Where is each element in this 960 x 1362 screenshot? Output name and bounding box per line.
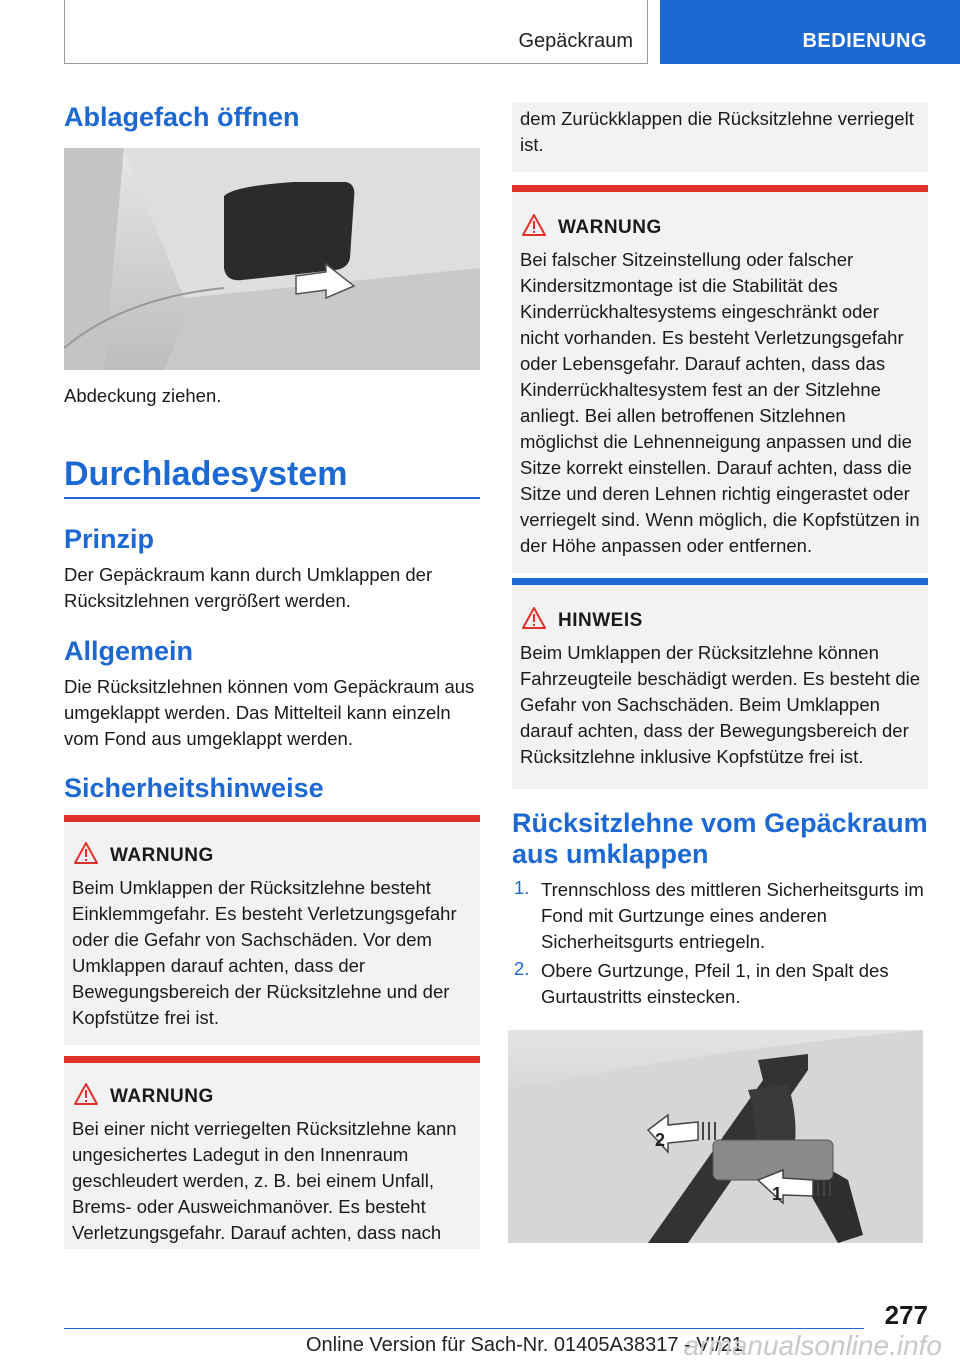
step-number: 1. xyxy=(514,877,530,898)
warning-text: Bei einer nicht verriegelten Rücksitzlehne kann ungesichertes Ladegut in den Innenraum geschleudert werden, z. B. bei einem Unfall, Brems- oder Ausweichmanöver. Es besteht Verletzungsgefahr. Darauf achten, dass nach xyxy=(72,1118,457,1243)
hint-box xyxy=(512,578,928,789)
step-text: Trennschloss des mittleren Sicherheitsgurts im Fond mit Gurtzunge eines anderen Sicherheitsgurts entriegeln. xyxy=(541,879,924,952)
warning-title: WARNUNG xyxy=(110,1086,214,1107)
warning-continuation-box xyxy=(512,102,928,172)
warning-box xyxy=(64,815,480,1045)
prinzip-text: Der Gepäckraum kann durch Umklappen der Rücksitzlehnen vergrößert werden. xyxy=(64,564,433,611)
hint-title: HINWEIS xyxy=(558,610,643,631)
allgemein-text: Die Rücksitzlehnen können vom Gepäckraum aus umgeklappt werden. Das Mittelteil kann einzeln vom Fond aus umgeklappt werden. xyxy=(64,676,475,749)
warning-triangle-icon xyxy=(522,214,546,236)
step-number: 2. xyxy=(514,958,530,979)
figure-belt-tongue xyxy=(508,1030,923,1243)
heading-rule xyxy=(64,497,480,499)
footer-rule xyxy=(64,1328,864,1329)
figure-label-2: 2 xyxy=(655,1130,666,1150)
figure-label-1: 1 xyxy=(772,1184,783,1204)
warning-title: WARNUNG xyxy=(558,217,662,238)
heading-allgemein: Allgemein xyxy=(64,636,194,666)
footer-online-version: Online Version für Sach-Nr. 01405A38317 - VI/21 xyxy=(306,1334,743,1356)
heading-sicherheitshinweise: Sicherheitshinweise xyxy=(64,773,324,803)
warning-triangle-icon xyxy=(74,842,98,864)
warning-triangle-icon xyxy=(522,607,546,629)
section-title: Gepäckraum xyxy=(518,30,633,52)
chapter-tab-label: BEDIENUNG xyxy=(802,30,927,52)
heading-umklappen: Rücksitzlehne vom Gepäckraum aus umklappen xyxy=(512,808,928,869)
warning-box xyxy=(64,1056,480,1249)
warning-title: WARNUNG xyxy=(110,845,214,866)
step-text: Obere Gurtzunge, Pfeil 1, in den Spalt des Gurtaustritts einstecken. xyxy=(541,960,889,1007)
warning-text: Bei falscher Sitzeinstellung oder falscher Kindersitzmontage ist die Stabilität des Kinderrückhaltesystems eingeschränkt oder nicht vorhanden. Es besteht Verletzungsgefahr oder Lebensgefahr. Darauf achten, dass das Kinderrückhaltesystem fest an der Sitzlehne anliegt. Bei allen betroffenen Sitzlehnen möglichst die Lehnenneigung anpassen und die Sitze korrekt einstellen. Darauf achten, dass die Sitze und deren Lehnen richtig eingerastet oder verriegelt sind. Wenn möglich, die Kopfstützen in der Höhe anpassen oder entfernen. xyxy=(520,249,920,556)
page-number: 277 xyxy=(884,1300,928,1330)
running-header xyxy=(64,0,648,64)
hint-text: Beim Umklappen der Rücksitzlehne können Fahrzeugteile beschädigt werden. Es besteht die Gefahr von Sachschäden. Beim Umklappen darauf achten, dass der Bewegungsbereich der Rücksitzlehne inklusive Kopfstütze frei ist. xyxy=(520,642,921,767)
figure-storage-compartment xyxy=(64,148,480,370)
warning-continuation-text: dem Zurückklappen die Rücksitzlehne verriegelt ist. xyxy=(520,108,914,155)
watermark: armanualsonline.info xyxy=(683,1330,942,1361)
warning-box xyxy=(512,185,928,573)
warning-text: Beim Umklappen der Rücksitzlehne besteht Einklemmgefahr. Es besteht Verletzungsgefahr oder die Gefahr von Sachschäden. Vor dem Umklappen darauf achten, dass der Bewegungsbereich der Rücksitzlehne und der Kopfstütze frei ist. xyxy=(72,877,457,1028)
heading-durchladesystem: Durchladesystem xyxy=(64,455,348,493)
chapter-tab xyxy=(660,0,960,64)
heading-ablagefach: Ablagefach öffnen xyxy=(64,102,300,132)
warning-triangle-icon xyxy=(74,1083,98,1105)
figure-caption: Abdeckung ziehen. xyxy=(64,385,222,406)
heading-prinzip: Prinzip xyxy=(64,524,155,554)
